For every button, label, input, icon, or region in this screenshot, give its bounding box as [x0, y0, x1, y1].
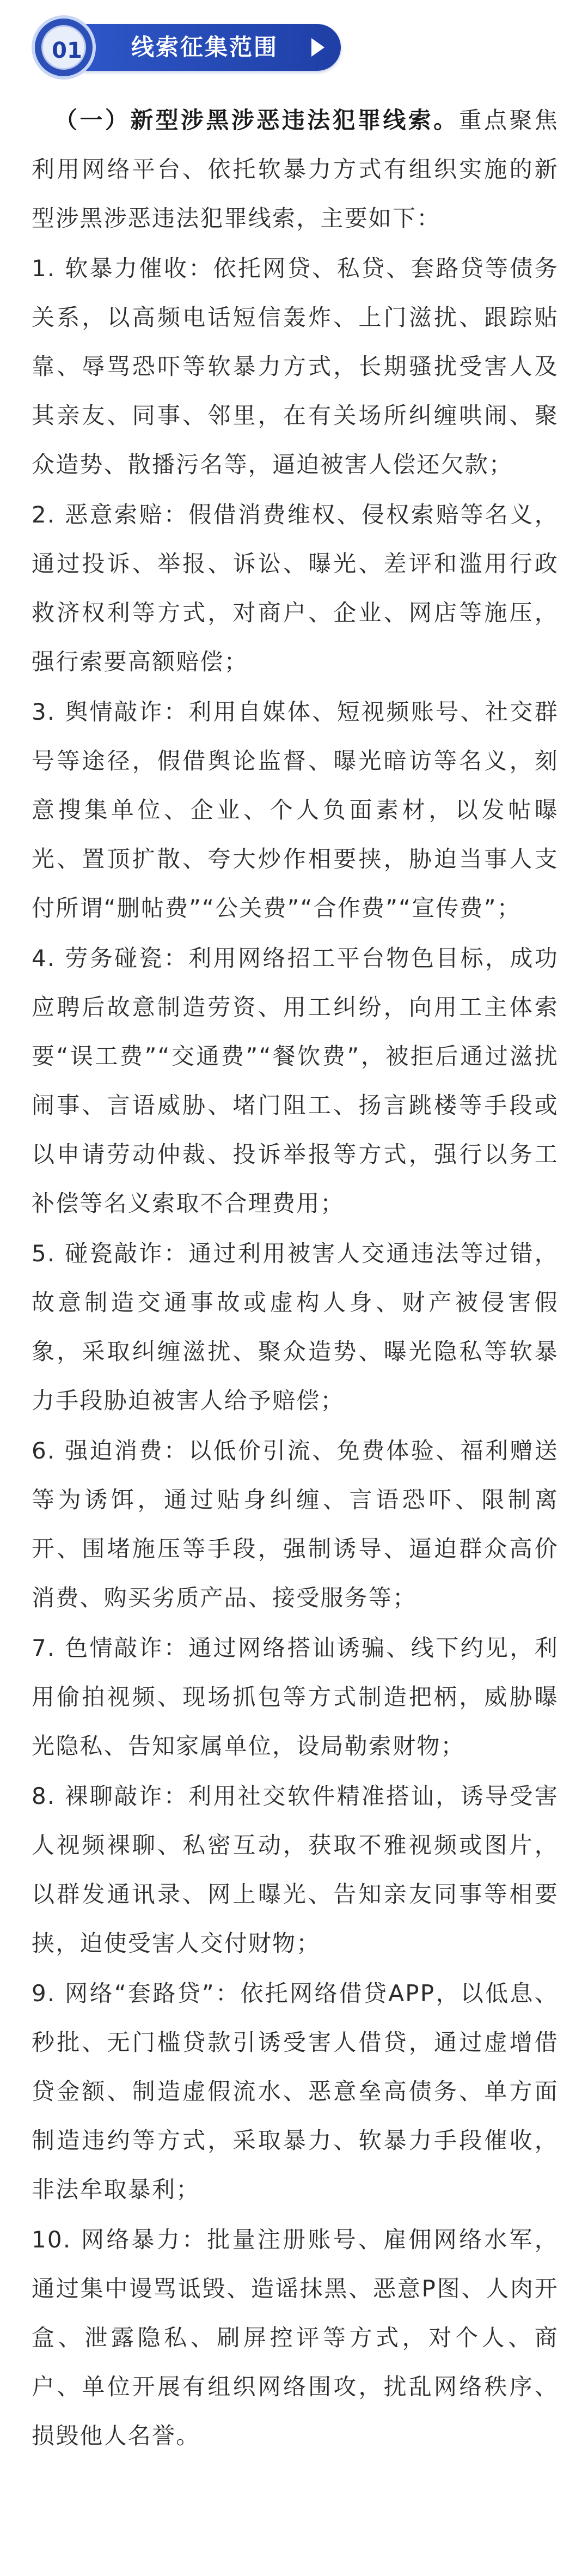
list-item — [32, 1969, 559, 2214]
list-item — [32, 934, 559, 1228]
list-item-text: 网络暴力：批量注册账号、雇佣网络水军，通过集中谩骂诋毁、造谣抹黑、恶意P图、人肉开盒、泄露隐私、刷屏控评等方式，对个人、商户、单位开展有组织网络围攻，扰乱网络秩序、损毁他人名誉。 — [32, 2226, 559, 2449]
section-number: 01 — [52, 38, 82, 63]
list-item — [32, 688, 559, 933]
list-item-text: 色情敲诈：通过网络搭讪诱骗、线下约见，利用偷拍视频、现场抓包等方式制造把柄，威胁曝光隐私、告知家属单位，设局勒索财物； — [32, 1635, 559, 1759]
list-item-text: 网络“套路贷”：依托网络借贷APP，以低息、秒批、无门槛贷款引诱受害人借贷，通过虚增借贷金额、制造虚假流水、恶意垒高债务、单方面制造违约等方式，采取暴力、软暴力手段催收，非法牟取暴利； — [32, 1980, 559, 2203]
list-item-text: 裸聊敲诈：利用社交软件精准搭讪，诱导受害人视频裸聊、私密互动，获取不雅视频或图片，以群发通讯录、网上曝光、告知亲友同事等相要挟，迫使受害人交付财物； — [32, 1783, 559, 1957]
list-item — [32, 2215, 559, 2460]
list-item-number: 8. — [32, 1783, 65, 1809]
list-item — [32, 1426, 559, 1623]
list-item-number: 5. — [32, 1240, 65, 1267]
list-item-number: 4. — [32, 945, 65, 971]
list-item-text: 软暴力催收：依托网贷、私贷、套路贷等债务关系，以高频电话短信轰炸、上门滋扰、跟踪贴靠、辱骂恐吓等软暴力方式，长期骚扰受害人及其亲友、同事、邻里，在有关场所纠缠哄闹、聚众造势、散播污名等，逼迫被害人偿还欠款； — [32, 255, 559, 478]
list-item-number: 9. — [32, 1980, 65, 2007]
list-item — [32, 244, 559, 489]
section-number-badge — [32, 15, 96, 80]
list-item-text: 舆情敲诈：利用自媒体、短视频账号、社交群号等途径，假借舆论监督、曝光暗访等名义，刻意搜集单位、企业、个人负面素材，以发帖曝光、置顶扩散、夸大炒作相要挟，胁迫当事人支付所谓“删帖费”“公关费”“合作费”“宣传费”； — [32, 698, 559, 921]
article-body — [32, 96, 559, 2462]
list-item-number: 3. — [32, 698, 65, 725]
list-item-number: 10. — [32, 2226, 82, 2253]
list-item — [32, 1624, 559, 1771]
intro-lead: （一）新型涉黑涉恶违法犯罪线索。 — [54, 107, 459, 133]
chevron-right-icon — [311, 38, 324, 57]
list-item-number: 6. — [32, 1437, 65, 1464]
list-item-number: 7. — [32, 1635, 65, 1661]
intro-text: 重点聚焦利用网络平台、依托软暴力方式有组织实施的新型涉黑涉恶违法犯罪线索，主要如下： — [32, 107, 559, 232]
intro-paragraph — [32, 96, 559, 243]
section-header — [32, 15, 342, 80]
list-item-text: 碰瓷敲诈：通过利用被害人交通违法等过错，故意制造交通事故或虚构人身、财产被侵害假象，采取纠缠滋扰、聚众造势、曝光隐私等软暴力手段胁迫被害人给予赔偿； — [32, 1240, 559, 1414]
list-item — [32, 1772, 559, 1968]
list-item-text: 劳务碰瓷：利用网络招工平台物色目标，成功应聘后故意制造劳资、用工纠纷，向用工主体索要“误工费”“交通费”“餐饮费”，被拒后通过滋扰闹事、言语威胁、堵门阻工、扬言跳楼等手段或以申请劳动仲裁、投诉举报等方式，强行以务工补偿等名义索取不合理费用； — [32, 945, 559, 1217]
list-item-text: 恶意索赔：假借消费维权、侵权索赔等名义，通过投诉、举报、诉讼、曝光、差评和滥用行政救济权利等方式，对商户、企业、网店等施压，强行索要高额赔偿； — [32, 501, 559, 675]
list-item — [32, 490, 559, 686]
list-item-number: 2. — [32, 501, 65, 528]
list-item — [32, 1229, 559, 1425]
list-item-number: 1. — [32, 255, 65, 282]
list-item-text: 强迫消费：以低价引流、免费体验、福利赠送等为诱饵，通过贴身纠缠、言语恐吓、限制离开、围堵施压等手段，强制诱导、逼迫群众高价消费、购买劣质产品、接受服务等； — [32, 1437, 559, 1611]
section-title: 线索征集范围 — [131, 34, 279, 60]
